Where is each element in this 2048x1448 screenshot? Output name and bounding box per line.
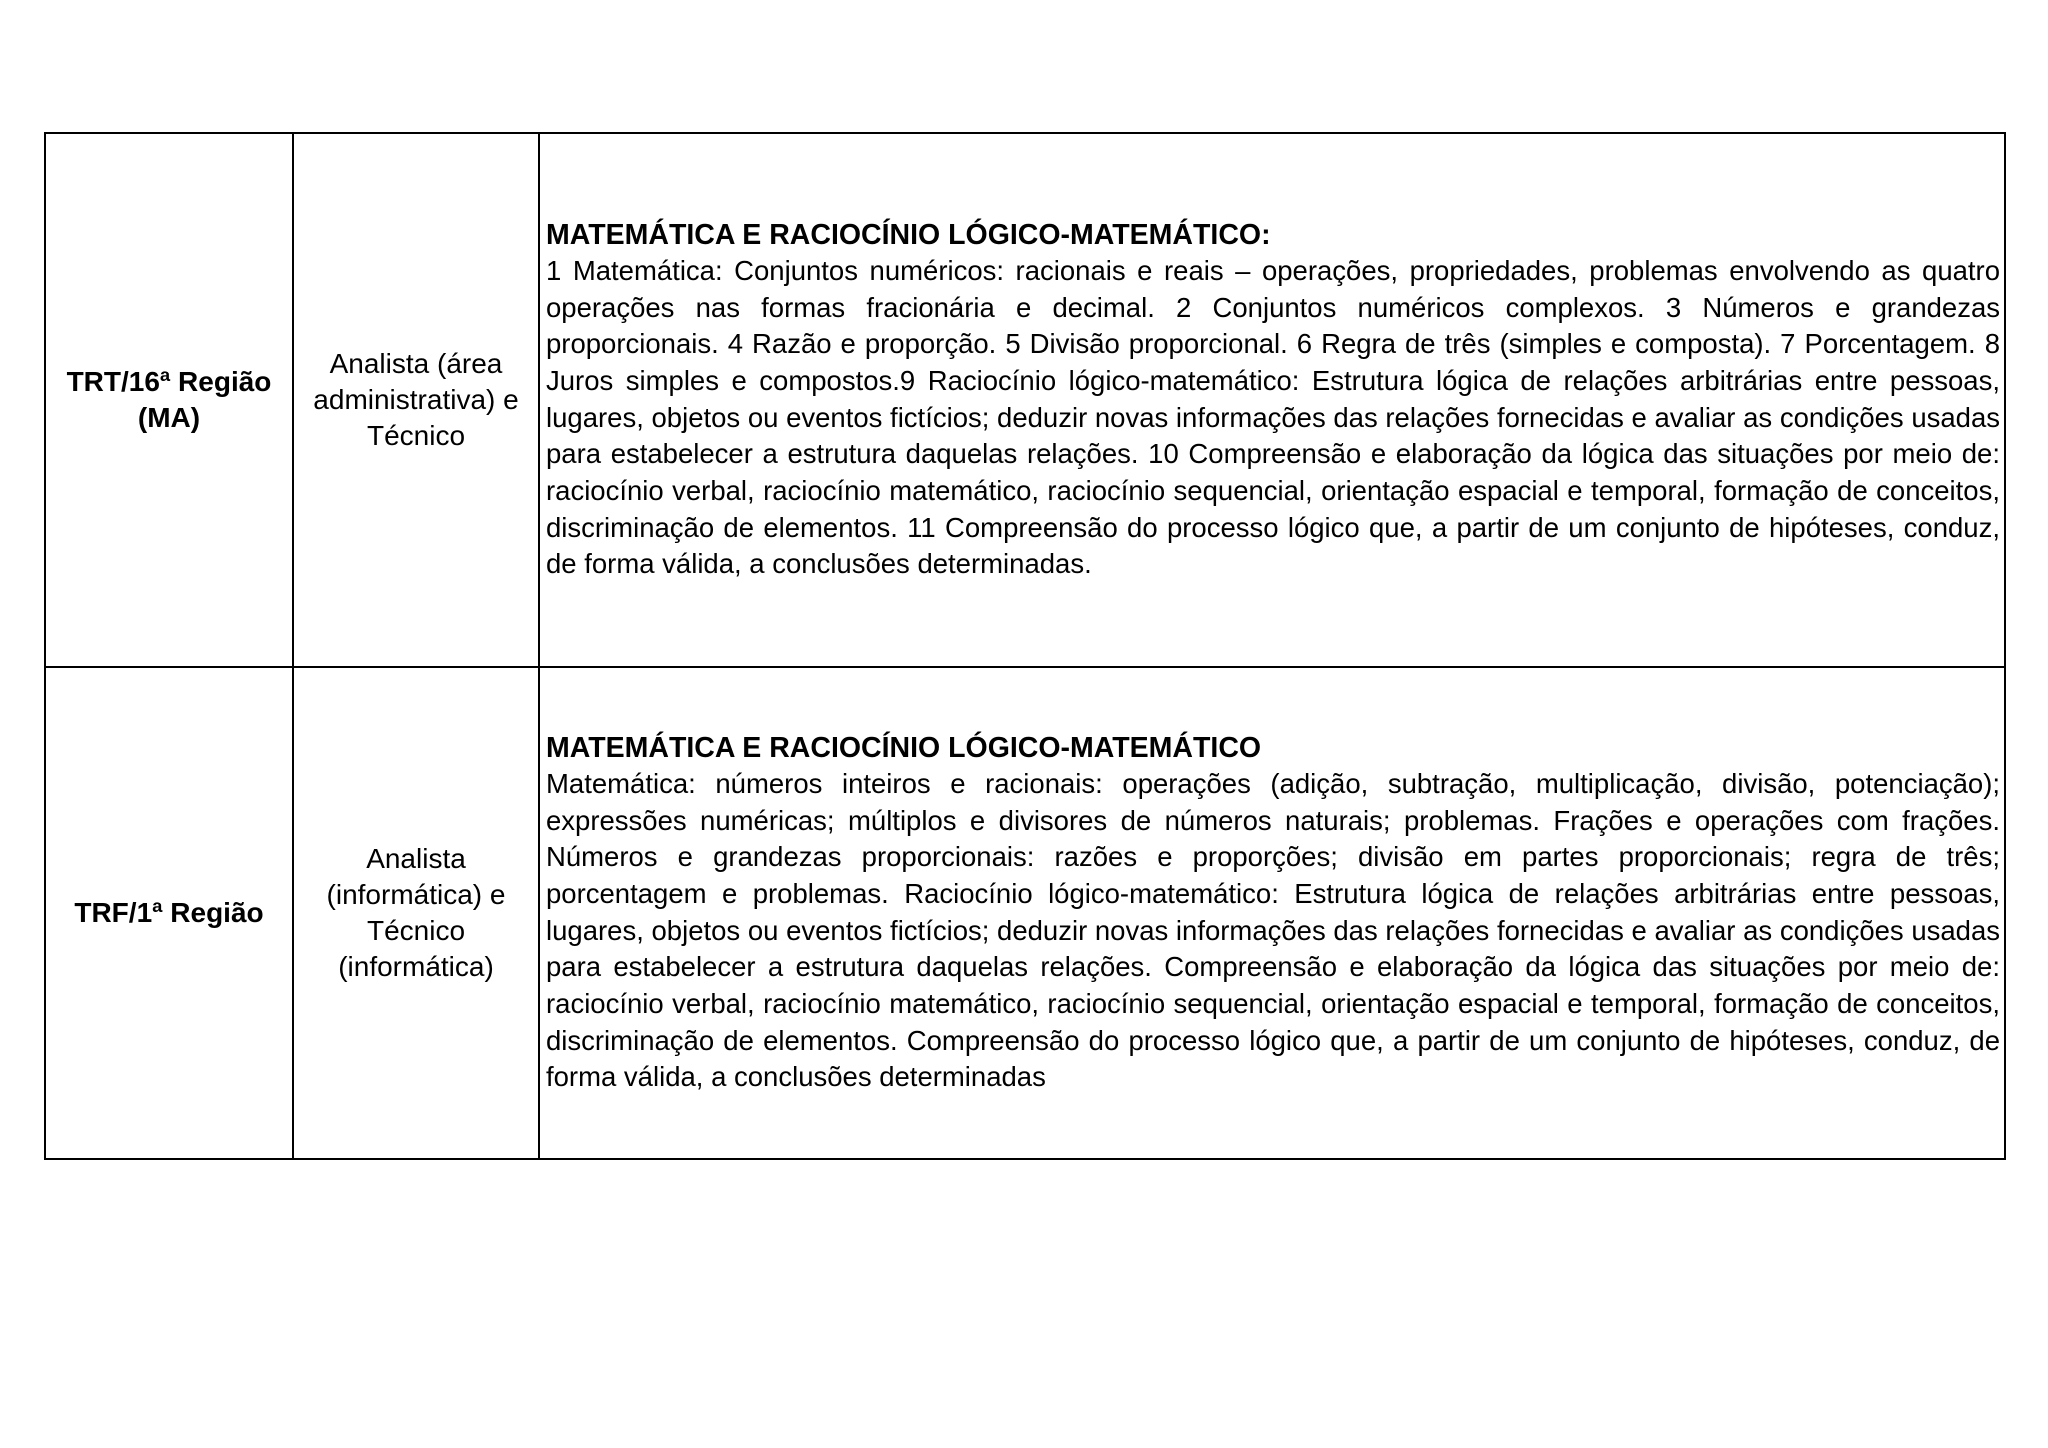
positions-cell (293, 667, 539, 1159)
positions-cell (293, 133, 539, 667)
organization-name: TRT/16ª Região (MA) (66, 366, 272, 433)
table-row (45, 133, 2005, 667)
positions-text: Analista (área administrativa) e Técnico (313, 348, 519, 451)
subject-body: Matemática: números inteiros e racionais: operações (adição, subtração, multiplicação, divisão, potenciação); expressões numéricas; múltiplos e divisores de números naturais; problemas. Frações e operações com frações. Números e grandezas proporcionais: razões e proporções; divisão em partes proporcionais; regra de três; porcentagem e problemas. Raciocínio lógico-matemático: Estrutura lógica de relações arbitrárias entre pessoas, lugares, objetos ou eventos fictícios; deduzir novas informações das relações fornecidas e avaliar as condições usadas para estabelecer a estrutura daquelas relações. Compreensão e elaboração da lógica das situações por meio de: raciocínio verbal, raciocínio matemático, raciocínio sequencial, orientação espacial e temporal, formação de conceitos, discriminação de elementos. Compreensão do processo lógico que, a partir de um conjunto de hipóteses, conduz, de forma válida, a conclusões determinadas (546, 767, 2000, 1093)
subject-cell (539, 133, 2005, 667)
subject-body: 1 Matemática: Conjuntos numéricos: racionais e reais – operações, propriedades, problemas envolvendo as quatro operações nas formas fracionária e decimal. 2 Conjuntos numéricos complexos. 3 Números e grandezas proporcionais. 4 Razão e proporção. 5 Divisão proporcional. 6 Regra de três (simples e composta). 7 Porcentagem. 8 Juros simples e compostos.9 Raciocínio lógico-matemático: Estrutura lógica de relações arbitrárias entre pessoas, lugares, objetos ou eventos fictícios; deduzir novas informações das relações fornecidas e avaliar as condições usadas para estabelecer a estrutura daquelas relações. 10 Compreensão e elaboração da lógica das situações por meio de: raciocínio verbal, raciocínio matemático, raciocínio sequencial, orientação espacial e temporal, formação de conceitos, discriminação de elementos. 11 Compreensão do processo lógico que, a partir de um conjunto de hipóteses, conduz, de forma válida, a conclusões determinadas. (546, 254, 2000, 580)
subject-cell (539, 667, 2005, 1159)
organization-cell (45, 133, 293, 667)
subject-title: MATEMÁTICA E RACIOCÍNIO LÓGICO-MATEMÁTICO: (546, 218, 1271, 251)
table-row (45, 667, 2005, 1159)
positions-text: Analista (informática) e Técnico (informática) (326, 843, 506, 982)
subject-title: MATEMÁTICA E RACIOCÍNIO LÓGICO-MATEMÁTICO (546, 731, 1262, 764)
organization-name: TRF/1ª Região (74, 897, 264, 928)
organization-cell (45, 667, 293, 1159)
syllabus-table (44, 132, 2006, 1160)
